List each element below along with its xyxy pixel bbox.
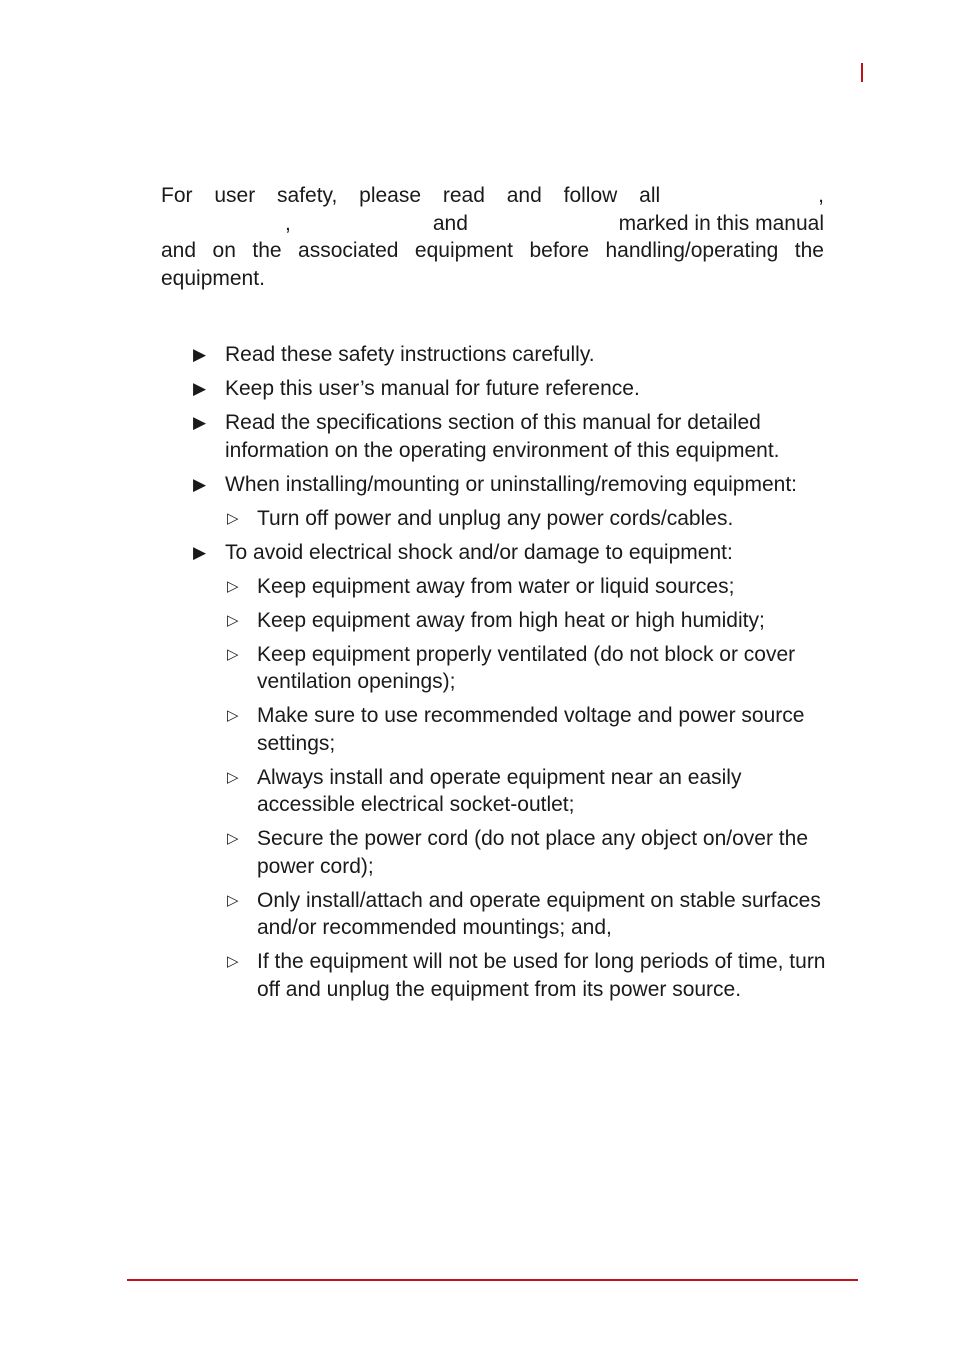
safety-sub-item (225, 764, 833, 819)
safety-sub-item (225, 505, 833, 533)
filled-triangle-icon: ▶ (193, 413, 207, 432)
safety-item-text: When installing/mounting or uninstalling/removing equipment: (225, 472, 797, 496)
safety-sub-item (225, 607, 833, 635)
safety-item (193, 375, 833, 403)
safety-sub-item-text: Make sure to use recommended voltage and power source settings; (257, 704, 805, 755)
outline-triangle-icon: ▷ (227, 645, 239, 663)
safety-sub-item-text: Keep equipment properly ventilated (do not block or cover ventilation openings); (257, 642, 796, 693)
intro-paragraph (161, 182, 824, 292)
safety-sub-item (225, 641, 833, 696)
safety-sub-item-text: Keep equipment away from high heat or high humidity; (257, 608, 765, 632)
safety-sub-item (225, 948, 833, 1003)
outline-triangle-icon: ▷ (227, 707, 239, 724)
safety-sub-list (225, 505, 833, 533)
safety-sub-item-text: Only install/attach and operate equipment on stable surfaces and/or recommended mountings; and, (257, 888, 821, 939)
safety-sub-item-text: Always install and operate equipment near an easily accessible electrical socket-outlet; (257, 765, 742, 816)
safety-sub-item-text: Turn off power and unplug any power cords/cables. (257, 506, 734, 530)
safety-sub-item-text: Secure the power cord (do not place any object on/over the power cord); (257, 827, 809, 878)
safety-sub-item-text: Keep equipment away from water or liquid sources; (257, 574, 735, 598)
header-accent-bar (861, 63, 863, 82)
filled-triangle-icon: ▶ (193, 474, 207, 494)
intro-rest-text: and on the associated equipment before handling/operating the equipment. (161, 239, 824, 290)
intro-line2-text: marked in this manual (618, 211, 824, 235)
safety-instruction-list (193, 341, 833, 1010)
safety-item (193, 471, 833, 533)
safety-item-text: Read these safety instructions carefully. (225, 343, 595, 366)
outline-triangle-icon: ▷ (227, 953, 239, 970)
footer-divider (127, 1279, 858, 1281)
outline-triangle-icon: ▷ (227, 509, 239, 527)
safety-item-text: To avoid electrical shock and/or damage to equipment: (225, 540, 733, 564)
safety-sub-item (225, 702, 833, 757)
outline-triangle-icon: ▷ (227, 577, 239, 595)
safety-sub-item (225, 573, 833, 601)
intro-line1-text: For user safety, please read and follow all (161, 184, 661, 207)
filled-triangle-icon: ▶ (193, 345, 207, 364)
safety-sub-item (225, 825, 833, 880)
intro-line2-and: and (432, 211, 468, 235)
outline-triangle-icon: ▷ (227, 891, 239, 909)
safety-item (193, 539, 833, 1004)
filled-triangle-icon: ▶ (193, 379, 207, 398)
safety-item (193, 409, 833, 464)
safety-sub-item (225, 887, 833, 942)
safety-item-text: Read the specifications section of this manual for detailed information on the operating environment of this equipment. (225, 411, 780, 462)
outline-triangle-icon: ▷ (227, 611, 239, 629)
safety-item-text: Keep this user’s manual for future reference. (225, 377, 640, 400)
safety-sub-list (225, 573, 833, 1004)
intro-line1-comma: , (818, 184, 824, 207)
outline-triangle-icon: ▷ (227, 768, 239, 786)
filled-triangle-icon: ▶ (193, 542, 207, 562)
safety-sub-item-text: If the equipment will not be used for long periods of time, turn off and unplug the equipment from its power source. (257, 950, 826, 1001)
outline-triangle-icon: ▷ (227, 830, 239, 847)
safety-item (193, 341, 833, 369)
intro-line2-comma: , (285, 211, 291, 235)
